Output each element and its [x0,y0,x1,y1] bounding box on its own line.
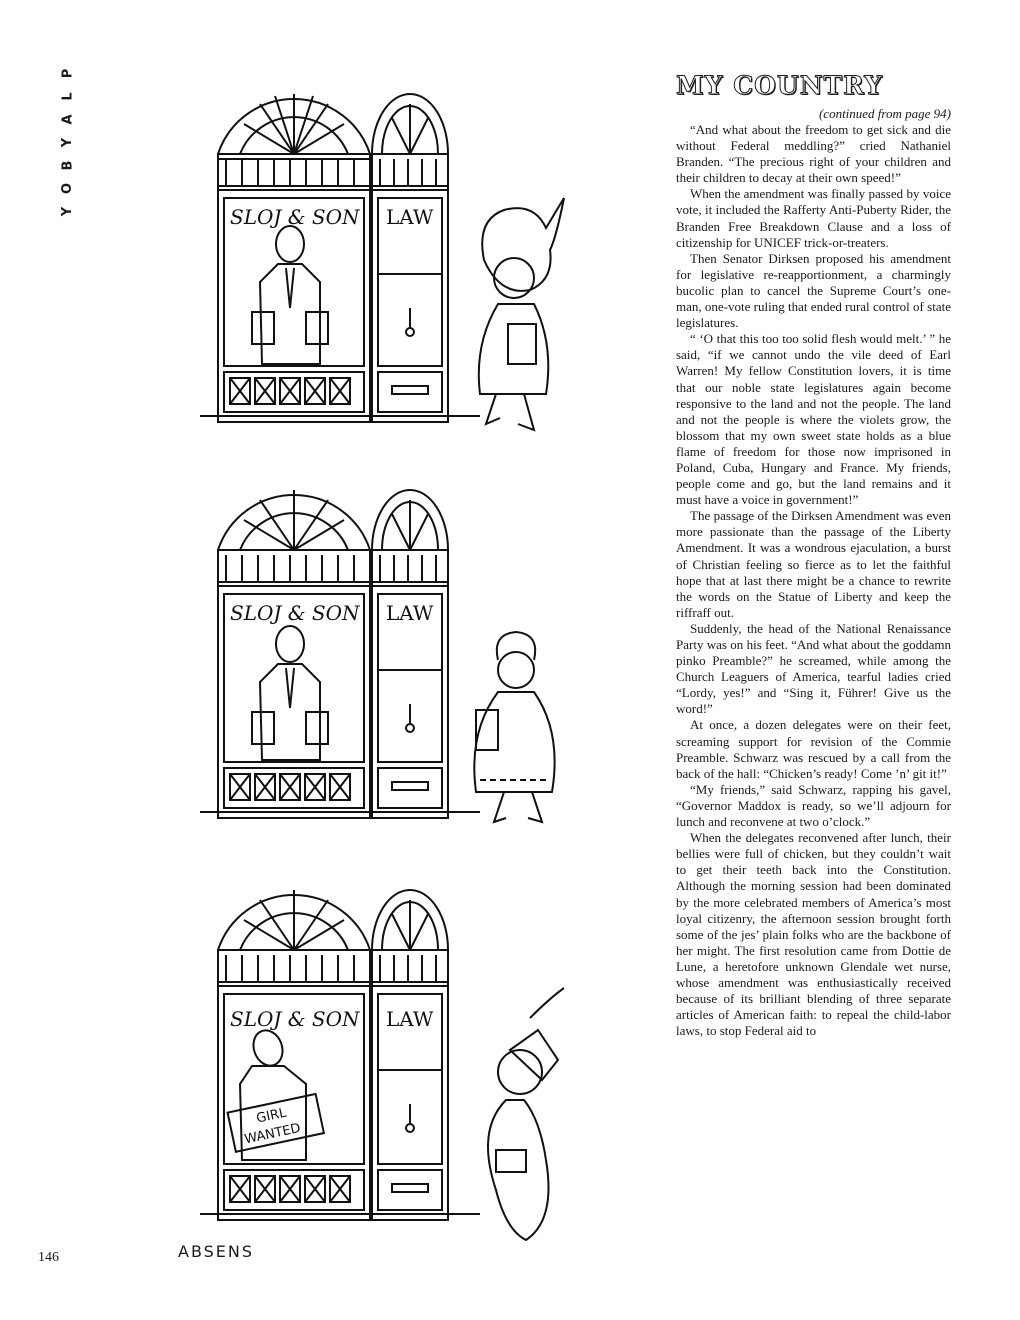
artist-signature: ABSENS [178,1242,255,1261]
article-paragraph: At once, a dozen delegates were on their feet, screaming support for revision of the Commie Preamble. Schwarz was rescued by a call from the back of the hall: “Chicken’s ready! Come ’n’ git it!” [676,717,951,781]
article-column [676,66,951,1039]
magazine-name-letter: B [60,160,76,171]
magazine-name-letter: O [60,182,76,195]
article-paragraph: “ ‘O that this too too solid flesh would melt.’ ” he said, “if we cannot undo the vile deed of Earl Warren! My fellow Constitution lovers, it is time that our noble state legislatures again become responsive to the land and not the people. The land and not the people is where the violets grow, the blossom that my own sweet state holds as a blue flame of freedom for those now imprisoned in Poland, Cuba, Hungary and France. My friends, people come and go, but the land remains and it must have a voice in government!” [676,331,951,508]
sign-sloj: SLOJ & SON [230,205,360,229]
article-heading: MY COUNTRY [676,71,884,100]
placard-text-1: GIRL [255,1105,288,1127]
sign-sloj: SLOJ & SON [230,601,360,625]
sign-law: LAW [386,1007,434,1031]
magazine-name-letter: L [60,92,76,101]
article-paragraph: Suddenly, the head of the National Renaissance Party was on his feet. “And what about the goddamn pinko Preamble?” he screamed, while among the Church Leaguers of America, tearful ladies cried “Lordy, yes!” and “Sing it, Führer! Give us the word!” [676,620,951,717]
sign-law: LAW [386,601,434,625]
magazine-name-letter: Y [60,137,76,148]
sign-sloj: SLOJ & SON [230,1007,360,1031]
article-paragraph: “My friends,” said Schwarz, rapping his gavel, “Governor Maddox is ready, so we’ll adjourn for lunch and reconvene at two o’clock.” [676,781,951,830]
article-paragraph: When the amendment was finally passed by voice vote, it included the Rafferty Anti-Puberty Rider, the Branden Free Breakdown Clause and a loss of citizenship for UNICEF trick-or-treaters. [676,186,951,250]
cartoon-panel-1 [180,64,600,444]
magazine-name-letter: Y [60,206,76,217]
magazine-name-letter: P [60,68,76,79]
article-paragraph: Then Senator Dirksen proposed his amendment for legislative re-reapportionment, a charmingly bucolic plan to cancel the Supreme Court’s one-man, one-vote ruling that ended rural control of state legislatures. [676,250,951,331]
cartoon-panel-2 [180,460,600,840]
article-paragraph: “And what about the freedom to get sick and die without Federal meddling?” cried Nathaniel Branden. “The precious right of your children and their children to decay at their own speed!” [676,122,951,186]
article-paragraph: The passage of the Dirksen Amendment was even more passionate than the passage of the Liberty Amendment. It was a wondrous ejaculation, a burst of Christian feeling so fierce as to let the faithful hope that at last there might be a chance to rewrite the words on the Statue of Liberty and keep the riffraff out. [676,508,951,620]
magazine-name-vertical [58,62,78,223]
continued-note: (continued from page 94) [818,106,951,121]
article-paragraph: When the delegates reconvened after lunch, their bellies were full of chicken, but they couldn’t wait to get their teeth back into the Constitution. Although the morning session had been dominated by the more celebrated members of America’s most loyal citizenry, the afternoon session brought forth some of the jes’ plain folks who are the backbone of her might. The first resolution came from Dottie de Lune, a heretofore unknown Glendale wet nurse, whose amendment was enthusiastically received because of its brilliant blending of three separate articles of American faith: to repeal the child-labor laws, to stop Federal aid to [676,830,951,1039]
magazine-name-letter: A [60,114,76,125]
page-number: 146 [38,1250,59,1265]
article-body [676,122,951,1039]
sign-law: LAW [386,205,434,229]
placard-text-2: WANTED [243,1120,303,1148]
cartoon-panel-3 [180,860,600,1260]
